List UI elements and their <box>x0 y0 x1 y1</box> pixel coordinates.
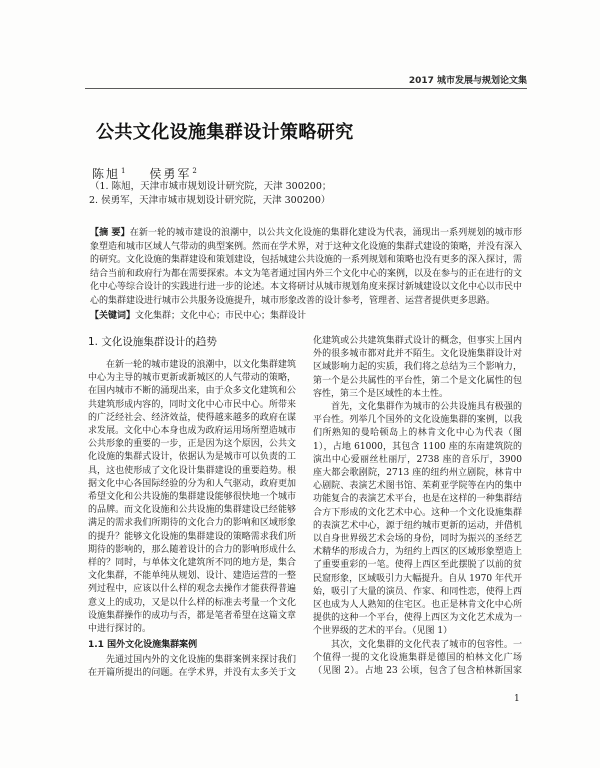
running-header: 2017 城市发展与规划论文集 <box>408 76 527 86</box>
keywords-text: 文化集群；文化中心；市民中心；集群设计 <box>135 311 307 321</box>
abstract-text: 在新一轮的城市建设的浪潮中，以公共文化设施的集群化建设为代表，涌现出一系列规划的城市形象塑造和城市区域人气带动的典型案例。然而在学术界，对于这种文化设施的集群式建设的策略，并没有深入的研究。文化设施的集群建设和策划建设，包括城建公共设施的一系列规划和策略也没有更多的深入探讨，需结合当前和政府行为都在需要探索。本文为笔者通过国内外三个文化中心的案例，以及在参与的正在进行的文化中心等综合设计的实践进行进一步的论述。本文将研讨从城市规划角度来探讨新城建设以文化中心以市民中心的集群建设进行城市公共服务设施提升，城市形象改善的设计参考，管理者、运营者提供更多思路。 <box>90 228 523 306</box>
abstract-block <box>90 227 522 324</box>
affiliation-1: （1. 陈旭，天津市城市规划设计研究院，天津 300200； <box>90 181 332 192</box>
section-1-1-paragraph-1-continued: 化建筑或公共建筑集群式设计的概念，但事实上国内外的很多城市都对此并不陌生。文化设施集群设计对区域影响力起的实质，我们将之总结为三个影响力，第一个是公共属性的平台性，第二个是文化属性的包容性，第三个是区域性的本土性。 <box>313 336 522 399</box>
author-2-name: 侯勇军 <box>149 167 192 181</box>
body-column-left <box>88 335 296 681</box>
page-number: 1 <box>514 694 520 704</box>
section-1-heading: 1. 文化设施集群设计的趋势 <box>88 336 217 348</box>
author-2-affiliation-mark: 2 <box>192 167 197 175</box>
abstract-label: 【摘 要】 <box>90 228 130 238</box>
section-1-1-paragraph-3-start: 其次，文化集群的文化代表了城市的包容性。一个值得一提的文化设施集群是德国的柏林文化广场（见图 2）。占地 23 公顷，包含了包含柏林新国家 <box>313 639 522 677</box>
author-2 <box>149 167 196 181</box>
author-1-affiliation-mark: 1 <box>121 167 126 175</box>
section-1-1-paragraph-2: 首先，文化集群作为城市的公共设施具有极强的平台性。列举几个国外的文化设施集群的案例，以我们所熟知的曼哈顿岛上的林肯文化中心为代表（图 1），占地 61000，其包含 1100 座的东南建筑院的演出中心爱丽丝杜丽厅，2738 座的音乐厅，3900 座大都会歌剧院，2713 座的纽约州立剧院，林肯中心剧院、表演艺术图书馆、茱莉亚学院等在内的集中功能复合的表演艺术平台，也是在这样的一种集群结合方下形成的文化艺术中心。这种一个文化设施集群的表演艺术中心，源于纽约城市更新的运动，并借机以自身世界级艺术会场的身份，同时为振兴的圣经艺术精华的形成合力，为纽约上西区的区域形象塑造上了重要重彩的一笔。使得上西区至此摆脱了以前的贫民窟形象，区域吸引力大幅提升。自从 1970 年代开始，吸引了大量的演员、作家、和同性恋，使得上西区也成为人人熟知的住宅区。也正是林肯文化中心所提供的这种一个平台，使得上西区为文化艺术成为一个世界级的艺术的平台。（见图 1） <box>313 402 522 637</box>
header-rule <box>85 88 527 89</box>
paper-title: 公共文化设施集群设计策略研究 <box>96 122 354 143</box>
author-1-name: 陈旭 <box>92 167 121 181</box>
abstract <box>90 227 522 308</box>
keywords-label: 【关键词】 <box>90 311 136 321</box>
affiliation-2: 2. 侯勇军，天津市城市规划设计研究院，天津 300200） <box>89 194 331 206</box>
section-1-1-heading: 1.1 国外文化设施集群案例 <box>88 640 198 651</box>
affiliations <box>90 180 331 207</box>
section-1-1-paragraph-1-start: 先通过国内外的文化设施的集群案例来探讨我们在开篇所提出的问题。在学术界，并没有太多关于文 <box>88 655 296 679</box>
section-1-paragraph: 在新一轮的城市建设的浪潮中，以文化集群建筑中心为主导的城市更新或新城区的人气带动的策略，在国内城市不断的涌现出来，由于众多文化建筑和公共建筑形成内容的，同时文化中心市民中心。所带来的广泛经社会、经济效益，使得越来越多的政府在谋求发展。文化中心本身也成为政府运用场所塑造城市公共形象的重要的一步，正是因为这个原因，公共文化设施的集群式设计，依据认为是城市可以负责的工具，这也使形成了文化设计集群建设的重要趋势。根据文化中心各国际经验的分为和人气驱动，政府更加希望文化和公共设施的集群建设能够很快地一个城市的品牌。而文化设施和公共设施的集群建设已经能够满足的需求我们所期待的文化合力的影响和区域形象的提升？能够文化设施的集群建设的策略需求我们所期待的影响的，那么随着设计的合力的影响形成什么样的？同时，与单体文化建筑所不同的地方是，集合文化集群，不能单纯从规划、设计、建造运营的一整列过程中，应该以什么样的观念去操作才能获得普遍意义上的成功，又是以什么样的标准去考量一个文化设施集群操作的成功与否，都是笔者希望在这篇文章中进行探讨的。 <box>88 360 296 635</box>
keywords <box>90 310 522 324</box>
body-column-right <box>313 335 522 678</box>
author-1 <box>92 167 125 181</box>
